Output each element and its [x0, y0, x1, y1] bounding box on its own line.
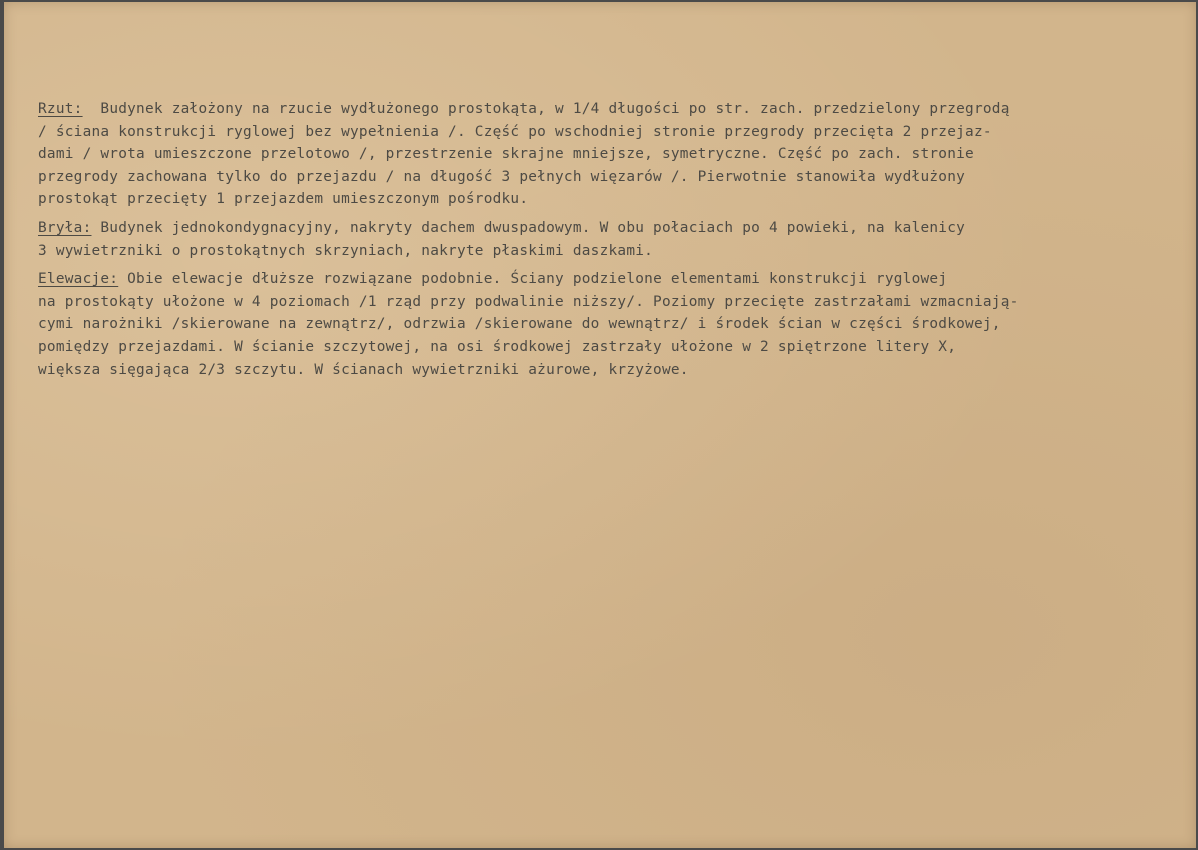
- text-line: na prostokąty ułożone w 4 poziomach /1 rząd przy podwalinie niższy/. Poziomy przecięte zastrzałami wzmacniają-: [38, 293, 1019, 310]
- text-line: [38, 217, 1188, 240]
- text-line: cymi narożniki /skierowane na zewnątrz/, odrzwia /skierowane do wewnątrz/ i środek ścian w części środkowej,: [38, 316, 1001, 333]
- section-label: Elewacje:: [38, 271, 119, 288]
- text-line: przegrody zachowana tylko do przejazdu / na długość 3 pełnych więzarów /. Pierwotnie stanowiła wydłużony: [38, 168, 966, 185]
- text-line: [38, 268, 1188, 291]
- text-line: większa sięgająca 2/3 szczytu. W ścianach wywietrzniki ażurowe, krzyżowe.: [38, 361, 689, 378]
- section-bryla: [38, 217, 1188, 262]
- section-label: Bryła:: [38, 219, 92, 236]
- text-line: / ściana konstrukcji ryglowej bez wypełnienia /. Część po wschodniej stronie przegrody przecięta 2 przejaz-: [38, 123, 992, 140]
- index-card: [4, 2, 1196, 848]
- text-line: prostokąt przecięty 1 przejazdem umieszczonym pośrodku.: [38, 191, 529, 208]
- line-text: Obie elewacje dłuższe rozwiązane podobnie. Ściany podzielone elementami konstrukcji ryglowej: [118, 271, 948, 288]
- section-rzut: [38, 98, 1188, 211]
- text-line: [38, 98, 1188, 121]
- line-text: Budynek założony na rzucie wydłużonego prostokąta, w 1/4 długości po str. zach. przedzielony przegrodą: [82, 101, 1010, 117]
- text-line: pomiędzy przejazdami. W ścianie szczytowej, na osi środkowej zastrzały ułożone w 2 spiętrzone litery X,: [38, 338, 957, 355]
- typewritten-text: [38, 98, 1188, 387]
- line-text: Budynek jednokondygnacyjny, nakryty dachem dwuspadowym. W obu połaciach po 4 powieki, na kalenicy: [91, 219, 966, 236]
- section-label: Rzut:: [38, 101, 83, 117]
- text-line: dami / wrota umieszczone przelotowo /, przestrzenie skrajne mniejsze, symetryczne. Część po zach. stronie: [38, 146, 974, 163]
- section-elewacje: [38, 268, 1188, 381]
- text-line: 3 wywietrzniki o prostokątnych skrzyniach, nakryte płaskimi daszkami.: [38, 242, 654, 259]
